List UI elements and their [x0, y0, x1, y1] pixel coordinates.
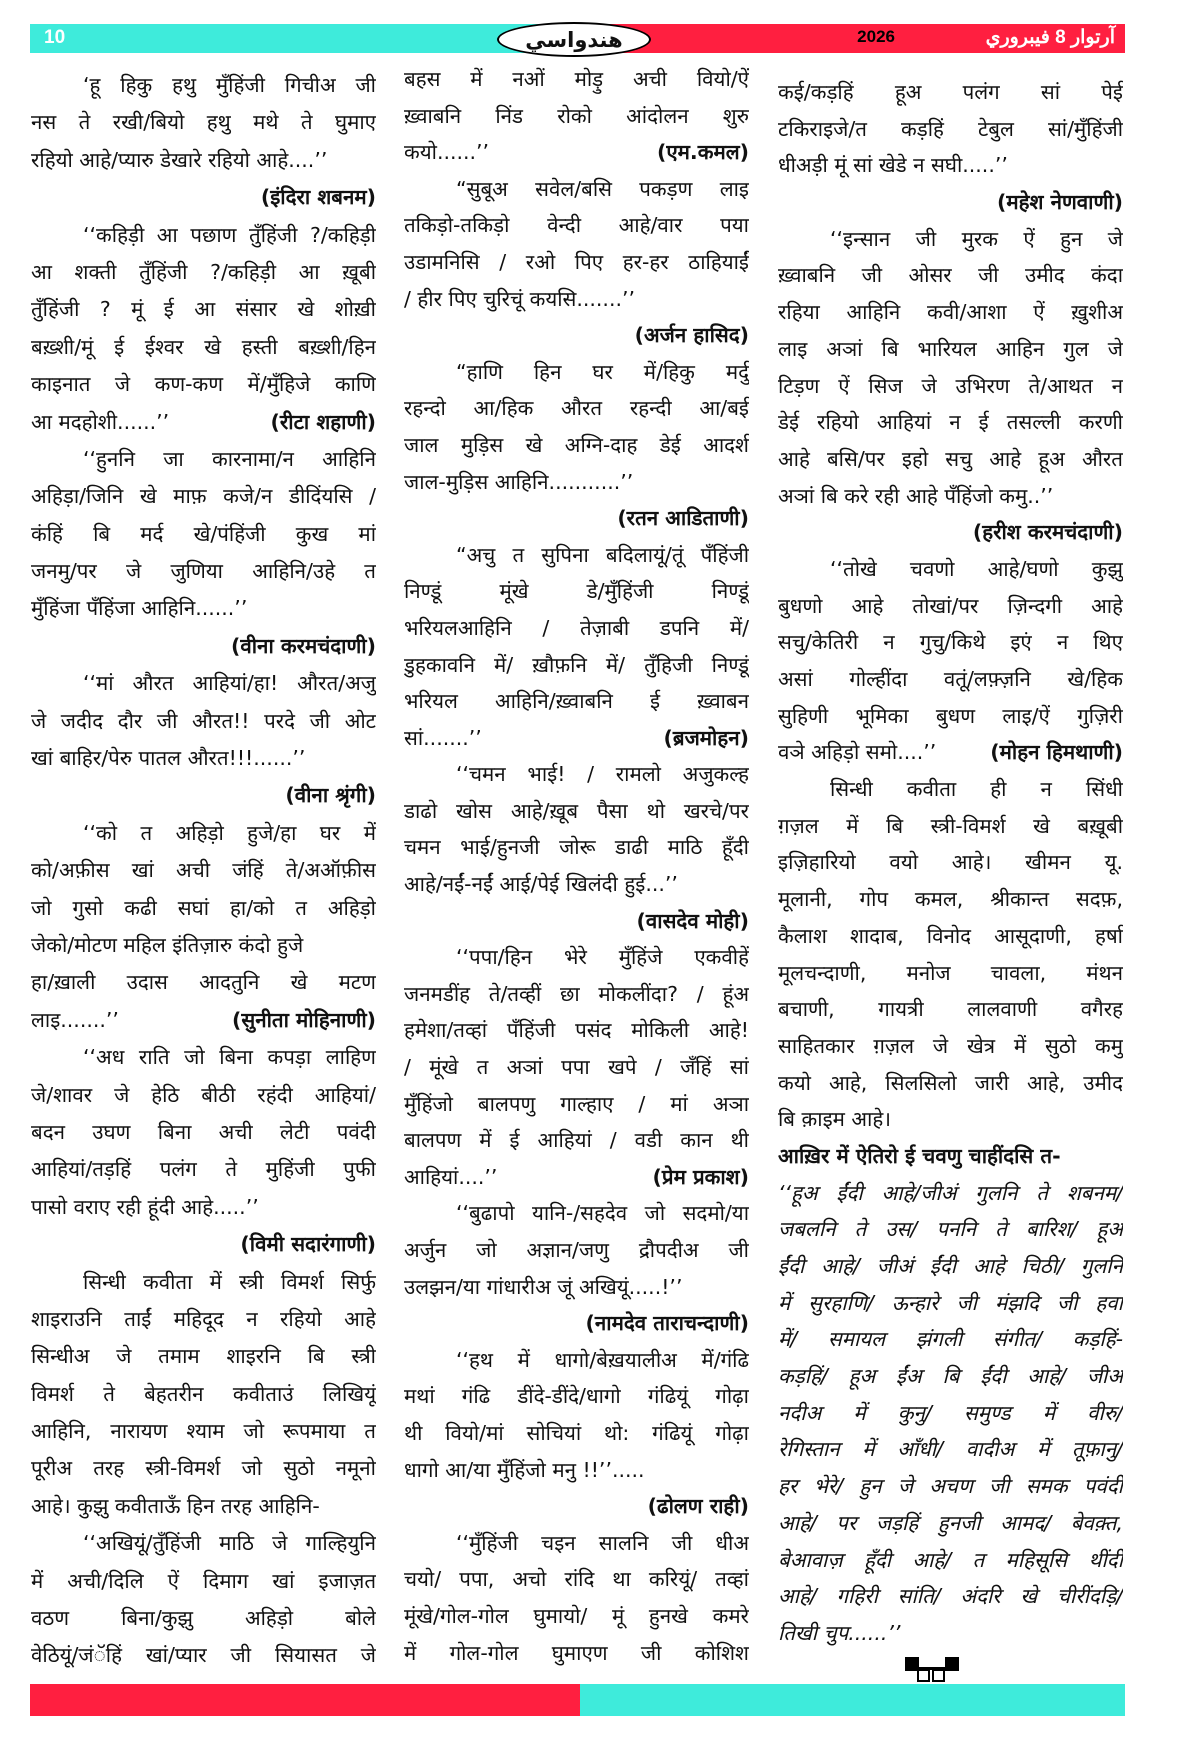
line-text: नदीअ में कुनु/ समुण्ड में वीरु/ — [778, 1400, 1123, 1425]
line-text: ‘‘मुँहिंजी चइन सालनि जी धीअ — [456, 1530, 749, 1555]
text-line — [31, 1077, 376, 1114]
text-line — [778, 147, 1123, 184]
text-line — [778, 1101, 1123, 1138]
text-line — [404, 793, 749, 830]
line-text: विमर्श ते बेहतरीन कवीताउं लिखियूं — [31, 1381, 376, 1406]
line-text: / मूंखे त अञां पपा खपे / जँहिं सां — [404, 1055, 749, 1080]
line-text: रहियो आहे/प्यारु डेखारे रहियो आहे....’’ — [31, 147, 328, 172]
line-text: (हरीश करमचंदाणी) — [972, 520, 1123, 545]
issue-date: آرتوار 8 فيبروري — [985, 27, 1115, 48]
line-text: ‘‘चमन भाई! / रामलो अजुकल्ह — [456, 762, 749, 787]
line-text: उडामनिसि / रओ पिए हर-हर ठाहियाईं — [404, 249, 749, 274]
line-text: टकिराइजे/त कड़हिं टेबुल सां/मुँहिंजी — [778, 116, 1123, 141]
author-byline — [31, 777, 376, 814]
text-line — [404, 756, 749, 793]
line-text: मूलानी, गोप कमल, श्रीकान्त सदफ़, — [778, 887, 1123, 912]
text-line — [404, 171, 749, 208]
text-line — [31, 1376, 376, 1413]
line-text: कयो......’’ — [404, 140, 490, 165]
text-line — [31, 1488, 376, 1525]
line-text: सां.......’’ — [404, 725, 482, 750]
line-text: डाढो खोस आहे/ख़ूब पैसा थो खरचे/पर — [404, 798, 749, 823]
line-text: असां गोल्हींदा वतूं/लफ़्ज़नि खे/हिक — [778, 667, 1123, 691]
line-text: भरियलआहिनि / तेज़ाबी डपनि में/ — [404, 615, 749, 640]
line-text: (वासदेव मोही) — [636, 908, 749, 933]
text-line — [31, 1002, 376, 1039]
text-line — [778, 624, 1123, 661]
line-text: आहे/ पर जड़हिं हुनजी आमद/ बेवक़्त, — [778, 1510, 1123, 1535]
author-byline — [404, 1305, 749, 1342]
text-line — [404, 720, 749, 757]
line-text: ‘‘तोखे चवणो आहे/घणो कुझु — [830, 556, 1123, 581]
text-line — [404, 1415, 749, 1452]
text-line — [778, 1211, 1123, 1248]
page-number: 10 — [44, 27, 66, 48]
text-line — [31, 1450, 376, 1487]
text-line — [778, 404, 1123, 441]
text-line — [778, 1395, 1123, 1432]
line-text: ‘‘इन्सान जी मुरक ऐं हुन जे — [830, 226, 1123, 251]
line-text: आहे/ गहिरी सांति/ अंदरि खे चीरींदड़ि/ — [778, 1584, 1123, 1609]
text-line — [404, 1561, 749, 1598]
line-text: थी वियो/मां सोचियां थो: गंढियूं गोढ़ा — [404, 1420, 749, 1445]
text-line — [31, 1338, 376, 1375]
line-text: वञे अहिड़ो समो....’’ — [778, 740, 937, 765]
line-text: साहितकार ग़ज़ल जे खेत्र में सुठो कमु — [778, 1033, 1123, 1058]
line-text: ‘‘हूअ ईंदी आहे/जीअं गुलनि ते शबनम/ — [778, 1180, 1123, 1205]
line-text: जो गुसो कढी सघां हा/को त अहिड़ो — [31, 895, 376, 920]
issue-year: 2026 — [857, 27, 895, 46]
line-text: आख़िर में ऐतिरो ई चवणु चाहींदसि त- — [778, 1143, 1061, 1168]
text-line — [31, 254, 376, 291]
logo-text: هندواسي — [525, 27, 623, 52]
line-text: ग़ज़ल में बि स्त्री-विमर्श खे बख़ूबी — [778, 813, 1123, 838]
line-text: रेगिस्तान में आँधी/ वादीअ में तूफ़ानु/ — [778, 1437, 1123, 1462]
text-line — [31, 890, 376, 927]
line-text: ‘‘पपा/हिन भेरे मुँहिंजे एकवीहें — [456, 945, 749, 970]
author-byline — [778, 514, 1123, 551]
line-text: भरियल आहिनि/ख़्वाबनि ई ख़्वाबन — [404, 689, 749, 714]
line-text: (अर्जन हासिद) — [634, 323, 749, 348]
line-text: तिखी चुप......’’ — [778, 1620, 901, 1645]
line-text: जनमडींह ते/तव्हीं छा मोकलींदा? / हूंअ — [404, 981, 749, 1006]
line-text: ‘‘हुननि जा कारनामा/न आहिनि — [83, 446, 376, 471]
text-line — [404, 354, 749, 391]
line-text: (महेश नेणवाणी) — [997, 190, 1123, 215]
text-line — [404, 573, 749, 610]
line-text: बहस में नओं मोड़ु अची वियो/ऐं — [404, 67, 749, 91]
line-text: (इंदिरा शबनम) — [260, 185, 376, 210]
text-line — [404, 134, 749, 171]
text-line — [31, 142, 376, 179]
line-text: जाल-मुड़िस आहिनि...........’’ — [404, 469, 634, 494]
text-line — [31, 441, 376, 478]
text-line — [404, 244, 749, 281]
text-line — [778, 1468, 1123, 1505]
line-text: आहिनि, नारायण श्याम जो रूपमाया त — [31, 1419, 376, 1444]
text-line — [404, 976, 749, 1013]
line-text: ‘‘बुढापो यानि-/सहदेव जो सदमो/या — [456, 1201, 749, 1226]
text-line — [778, 588, 1123, 625]
text-line — [778, 294, 1123, 331]
text-line — [404, 1342, 749, 1379]
line-text: ख़्वाबनि निंड रोको आंदोलन शुरु — [404, 103, 749, 128]
text-line — [404, 1598, 749, 1635]
text-line — [404, 1232, 749, 1269]
line-text: पासो वराए रही हूंदी आहे.....’’ — [31, 1194, 259, 1219]
text-line — [31, 665, 376, 702]
line-text: बेआवाज़ हूँदी आहे/ त महिसूसि थींदी — [778, 1547, 1123, 1572]
line-text: ‘‘कहिड़ी आ पछाण तुँहिंजी ?/कहिड़ी — [83, 222, 376, 247]
line-text: को/अफ़ीस खां अची जंहिं ते/अऑफ़ीस — [31, 858, 376, 883]
line-text: बदन उघण बिना अची लेटी पवंदी — [31, 1119, 376, 1144]
line-text: ‘‘अध राति जो बिना कपड़ा लाहिण — [83, 1045, 376, 1070]
text-line — [31, 740, 376, 777]
line-text: धीअड़ी मूं सां खेडे न सघी.....’’ — [778, 153, 1008, 178]
line-text: आहे। कुझु कवीताऊँ हिन तरह आहिनि- — [31, 1493, 320, 1518]
author-byline — [404, 500, 749, 537]
line-text: आहे/नईं-नईं आई/पेई खिलंदी हुई...’’ — [404, 872, 678, 897]
text-line — [31, 1563, 376, 1600]
text-line — [778, 844, 1123, 881]
line-text: मुँहिंजो बालपणु गाल्हाए / मां अञा — [404, 1091, 749, 1116]
line-text: बख़्शी/मूं ई ईश्वर खे हस्ती बख़्शी/हिन — [31, 334, 376, 359]
text-line — [31, 1151, 376, 1188]
text-line — [31, 366, 376, 403]
line-text: कंहिं बि मर्द खे/पंहिंजी कुख मां — [31, 521, 376, 546]
line-text: ‘‘अखियूं/तुँहिंजी माठि जे गाल्हियुनि — [83, 1531, 376, 1556]
text-line — [31, 404, 376, 441]
author-byline: (रीटा शहाणी) — [270, 409, 376, 434]
author-byline — [778, 184, 1123, 221]
text-line — [31, 1301, 376, 1338]
line-text: मूंखे/गोल-गोल घुमायो/ मूं हुनखे कमरे — [404, 1603, 749, 1628]
line-text: सिन्धी कवीता ही न सिंधी — [830, 777, 1123, 802]
text-line — [31, 590, 376, 627]
line-text: कैलाश शादाब, विनोद आसूदाणी, हर्षा — [778, 923, 1123, 948]
line-text: टिड़ण ऐं सिज जे उभिरण ते/आथत न — [778, 373, 1123, 398]
text-line — [31, 1039, 376, 1076]
text-line — [404, 866, 749, 903]
text-line — [404, 1012, 749, 1049]
text-line — [778, 808, 1123, 845]
text-line — [778, 1542, 1123, 1579]
text-line — [31, 1413, 376, 1450]
text-line — [404, 427, 749, 464]
text-line — [778, 1578, 1123, 1615]
author-byline — [404, 1488, 749, 1525]
text-line — [778, 734, 1123, 771]
text-line — [778, 551, 1123, 588]
text-line — [404, 1378, 749, 1415]
line-text: खां बाहिर/पेरु पातल औरत!!!......’’ — [31, 746, 306, 771]
line-text: “हाणि हिन घर में/हिकु मर्दु — [456, 359, 749, 384]
text-line — [31, 1189, 376, 1226]
line-text: शाइराउनि ताईं महिदूद न रहियो आहे — [31, 1306, 376, 1331]
text-line — [31, 1525, 376, 1562]
line-text: बालपण में ई आहियां / वडी कान थी — [404, 1128, 749, 1153]
line-text: आ शक्ती तुँहिंजी ?/कहिड़ी आ ख़ूबी — [31, 259, 376, 284]
line-text: अञां बि करे रही आहे पँहिंजो कमु..’’ — [778, 483, 1054, 508]
text-line — [31, 291, 376, 328]
text-line — [778, 478, 1123, 515]
text-line — [778, 74, 1123, 111]
text-line — [778, 1175, 1123, 1212]
text-line — [778, 1505, 1123, 1542]
line-text: आहे बसि/पर इहो सचु आहे हूअ औरत — [778, 446, 1123, 471]
line-text: में/ समायल झंगली संगीत/ कड़हिं- — [778, 1327, 1123, 1352]
text-line — [404, 1635, 749, 1672]
text-line — [778, 1248, 1123, 1285]
line-text: हमेशा/तव्हां पँहिंजी पसंद मोकिली आहे! — [404, 1018, 749, 1043]
line-text: मथां गंढि डींदे-डींदे/धागो गंढियूं गोढ़ा — [404, 1384, 749, 1409]
text-line — [778, 1321, 1123, 1358]
section-lead-in — [778, 1138, 1123, 1175]
line-text: ‘‘को त अहिड़ो हुजे/हा घर में — [83, 820, 376, 845]
line-text: लाइ.......’’ — [31, 1007, 119, 1032]
text-line — [778, 111, 1123, 148]
text-line — [778, 1285, 1123, 1322]
line-text: निण्डूं मूंखे डे/मुँहिंजी निण्डूं — [404, 579, 749, 604]
line-text: जबलनि ते उस/ पननि ते बारिश/ हूअ — [778, 1217, 1123, 1242]
text-line — [778, 771, 1123, 808]
text-line — [31, 1600, 376, 1637]
line-text: ख़्वाबनि जी ओसर जी उमीद कंदा — [778, 263, 1123, 288]
author-byline: (एम.कमल) — [656, 140, 749, 165]
line-text: ‘हू हिकु हथु मुँहिंजी गिचीअ जी — [83, 73, 376, 97]
text-line — [31, 478, 376, 515]
page-header-bar — [30, 24, 1125, 53]
line-text: जे जदीद दौर जी औरत!! परदे जी ओट — [31, 708, 376, 733]
line-text: पूरीअ तरह स्त्री-विमर्श जो सुठो नमूनो — [31, 1456, 376, 1481]
text-line — [31, 516, 376, 553]
author-byline: (मोहन हिमथाणी) — [990, 740, 1123, 765]
text-line — [778, 331, 1123, 368]
line-text: हा/ख़ाली उदास आदतुनि खे मटण — [31, 970, 376, 995]
text-line — [778, 441, 1123, 478]
text-line — [404, 1525, 749, 1562]
footer-red-band — [30, 1684, 580, 1716]
text-line — [31, 217, 376, 254]
text-line — [404, 610, 749, 647]
text-line — [404, 281, 749, 318]
text-line — [31, 1264, 376, 1301]
line-text: डुहकावनि में/ ख़ौफ़नि में/ तुँहिजी निण्डूं — [404, 652, 749, 677]
text-line — [404, 683, 749, 720]
line-text: (रतन आडिताणी) — [617, 506, 749, 531]
text-line — [31, 1637, 376, 1674]
text-line — [31, 67, 376, 104]
line-text: (नामदेव ताराचन्दाणी) — [585, 1311, 749, 1336]
text-line — [778, 955, 1123, 992]
line-text: अहिड़ा/जिनि खे माफ़ कजे/न डीदिंयसि / — [31, 484, 376, 509]
line-text: बि क़ाइम आहे। — [778, 1107, 892, 1132]
line-text: काइनात जे कण-कण में/मुँहिजे काणि — [31, 372, 376, 397]
line-text: चमन भाई/हुनजी जोरू डाढी माठि हूँदी — [404, 835, 749, 860]
line-text: तुँहिंजी ? मूं ई आ संसार खे शोख़ी — [31, 297, 376, 322]
text-line — [404, 1269, 749, 1306]
text-line — [404, 1086, 749, 1123]
line-text: अर्जुन जो अज्ञान/जणु द्रौपदीअ जी — [404, 1238, 749, 1262]
line-text: बुधणो आहे तोखां/पर ज़िन्दगी आहे — [778, 593, 1123, 618]
text-line — [31, 815, 376, 852]
text-line — [778, 881, 1123, 918]
text-line — [31, 703, 376, 740]
text-line — [31, 329, 376, 366]
text-line — [404, 207, 749, 244]
text-line — [404, 537, 749, 574]
author-byline — [31, 179, 376, 216]
line-text: रहिया आहिनि कवी/आशा ऐं ख़ुशीअ — [778, 300, 1123, 325]
line-text: इज़िहारियो वयो आहे। खीमन यू. — [778, 850, 1123, 875]
line-text: में सुरहाणि/ ऊन्हारे जी मंझदि जी हवा — [778, 1290, 1123, 1315]
text-line — [404, 829, 749, 866]
line-text: (ढोलण राही) — [647, 1494, 749, 1519]
line-text: (वीना श्रृंगी) — [285, 783, 376, 808]
author-byline: (सुनीता मोहिनाणी) — [232, 1007, 376, 1032]
author-byline: (ब्रजमोहन) — [663, 725, 749, 750]
line-text: / हीर पिए चुरिचूं कयसि.......’’ — [404, 286, 636, 311]
line-text: ‘‘मां औरत आहियां/हा! औरत/अजु — [83, 671, 376, 696]
line-text: धागो आ/या मुँहिंजो मनु !!’’..... — [404, 1457, 645, 1482]
text-line — [404, 939, 749, 976]
line-text: बचाणी, गायत्री लालवाणी वगैरह — [778, 997, 1123, 1022]
text-line — [31, 1114, 376, 1151]
text-line — [778, 991, 1123, 1028]
line-text: जनमु/पर जे जुणिया आहिनि/उहे त — [31, 559, 376, 584]
footer-cyan-band — [580, 1684, 1125, 1716]
author-byline — [31, 628, 376, 665]
line-text: वठण बिना/कुझु अहिड़ो बोले — [31, 1606, 376, 1631]
text-line — [31, 964, 376, 1001]
line-text: में गोल-गोल घुमाएण जी कोशिश — [404, 1640, 749, 1665]
line-text: मुँहिंजा पँहिंजा आहिनि......’’ — [31, 596, 248, 621]
text-line — [778, 221, 1123, 258]
line-text: तकिड़ो-तकिड़ो वेन्दी आहे/वार पया — [404, 213, 749, 238]
line-text: “सुबूअ सवेल/बसि पकड़ण लाइ — [456, 176, 749, 201]
line-text: वेठियूं/जंॅहिं खां/प्यार जी सियासत जे — [31, 1643, 376, 1668]
text-line — [404, 1122, 749, 1159]
line-text: लाइ अञां बि भारियल आहिन गुल जे — [778, 336, 1123, 361]
author-byline — [404, 903, 749, 940]
line-text: सचु/केतिरी न गुचु/किथे इएं न थिए — [778, 630, 1123, 655]
line-text: उलझन/या गांधारीअ जूं अखियूं.....!’’ — [404, 1274, 683, 1299]
text-line — [31, 104, 376, 141]
line-text: मूलचन्दाणी, मनोज चावला, मंथन — [778, 960, 1123, 985]
author-byline: (प्रेम प्रकाश) — [652, 1164, 749, 1189]
line-text: चयो/ पपा, अचो रांदि था करियूं/ तव्हां — [404, 1567, 749, 1592]
text-line — [31, 553, 376, 590]
line-text: सुहिणी भूमिका बुधण लाइ/ऐं गुज़िरी — [778, 703, 1123, 728]
line-text: आहियां/तड़हिं पलंग ते मुहिंजी पुफी — [31, 1157, 376, 1182]
text-line — [404, 1049, 749, 1086]
text-line — [404, 390, 749, 427]
text-line — [778, 918, 1123, 955]
text-line — [778, 257, 1123, 294]
line-text: रहन्दो आ/हिक औरत रहन्दी आ/बई — [404, 396, 749, 421]
text-line — [778, 661, 1123, 698]
text-line — [778, 1431, 1123, 1468]
text-line — [404, 647, 749, 684]
text-line — [404, 98, 749, 135]
text-line — [404, 1195, 749, 1232]
line-text: (विमी सदारंगाणी) — [240, 1232, 376, 1257]
text-line — [404, 464, 749, 501]
line-text: डेई रहियो आहियां न ई तसल्ली करणी — [778, 410, 1123, 435]
text-line — [778, 368, 1123, 405]
text-line — [404, 61, 749, 98]
line-text: जे/शावर जे हेठि बीठी रहंदी आहियां/ — [31, 1082, 376, 1107]
text-line — [778, 1615, 1123, 1652]
article-end-ornament-icon — [905, 1657, 959, 1683]
line-text: (वीना करमचंदाणी) — [230, 633, 376, 658]
author-byline — [31, 1226, 376, 1263]
text-line — [778, 698, 1123, 735]
line-text: कड़हिं/ हूअ ईंअ बि ईंदी आहे/ जीअं — [778, 1364, 1123, 1389]
article-column-1 — [31, 67, 376, 1675]
text-line — [404, 1452, 749, 1489]
article-column-2 — [404, 61, 749, 1671]
line-text: नस ते रखी/बियो हथु मथे ते घुमाए — [31, 110, 376, 135]
author-byline — [404, 317, 749, 354]
line-text: कयो आहे, सिलसिलो जारी आहे, उमीद — [778, 1070, 1123, 1095]
text-line — [778, 1065, 1123, 1102]
newspaper-logo — [497, 22, 651, 57]
text-line — [778, 1358, 1123, 1395]
line-text: सिन्धी कवीता में स्त्री विमर्श सिर्फु — [83, 1269, 376, 1294]
text-line — [404, 1159, 749, 1196]
text-line — [778, 1028, 1123, 1065]
line-text: कई/कड़हिं हूअ पलंग सां पेई — [778, 80, 1123, 104]
line-text: “अचु त सुपिना बदिलायूं/तूं पँहिंजी — [456, 542, 749, 567]
line-text: ‘‘हथ में धागो/बेख़यालीअ में/गंढि — [456, 1347, 749, 1372]
line-text: आ मदहोशी......’’ — [31, 409, 170, 434]
line-text: आहियां....’’ — [404, 1164, 498, 1189]
line-text: जेको/मोटण महिल इंतिज़ारु कंदो हुजे — [31, 932, 304, 957]
line-text: हर भेरे/ हुन जे अचण जी समक पवंदी — [778, 1474, 1123, 1499]
line-text: में अची/दिलि ऐं दिमाग खां इजाज़त — [31, 1568, 376, 1593]
article-column-3 — [778, 74, 1123, 1652]
text-line — [31, 852, 376, 889]
line-text: ईंदी आहे/ जीअं ईंदी आहे चिठी/ गुलनि — [778, 1254, 1123, 1278]
text-line — [31, 927, 376, 964]
line-text: सिन्धीअ जे तमाम शाइरनि बि स्त्री — [31, 1344, 376, 1369]
line-text: जाल मुड़िस खे अग्नि-दाह डेई आदर्श — [404, 432, 749, 457]
